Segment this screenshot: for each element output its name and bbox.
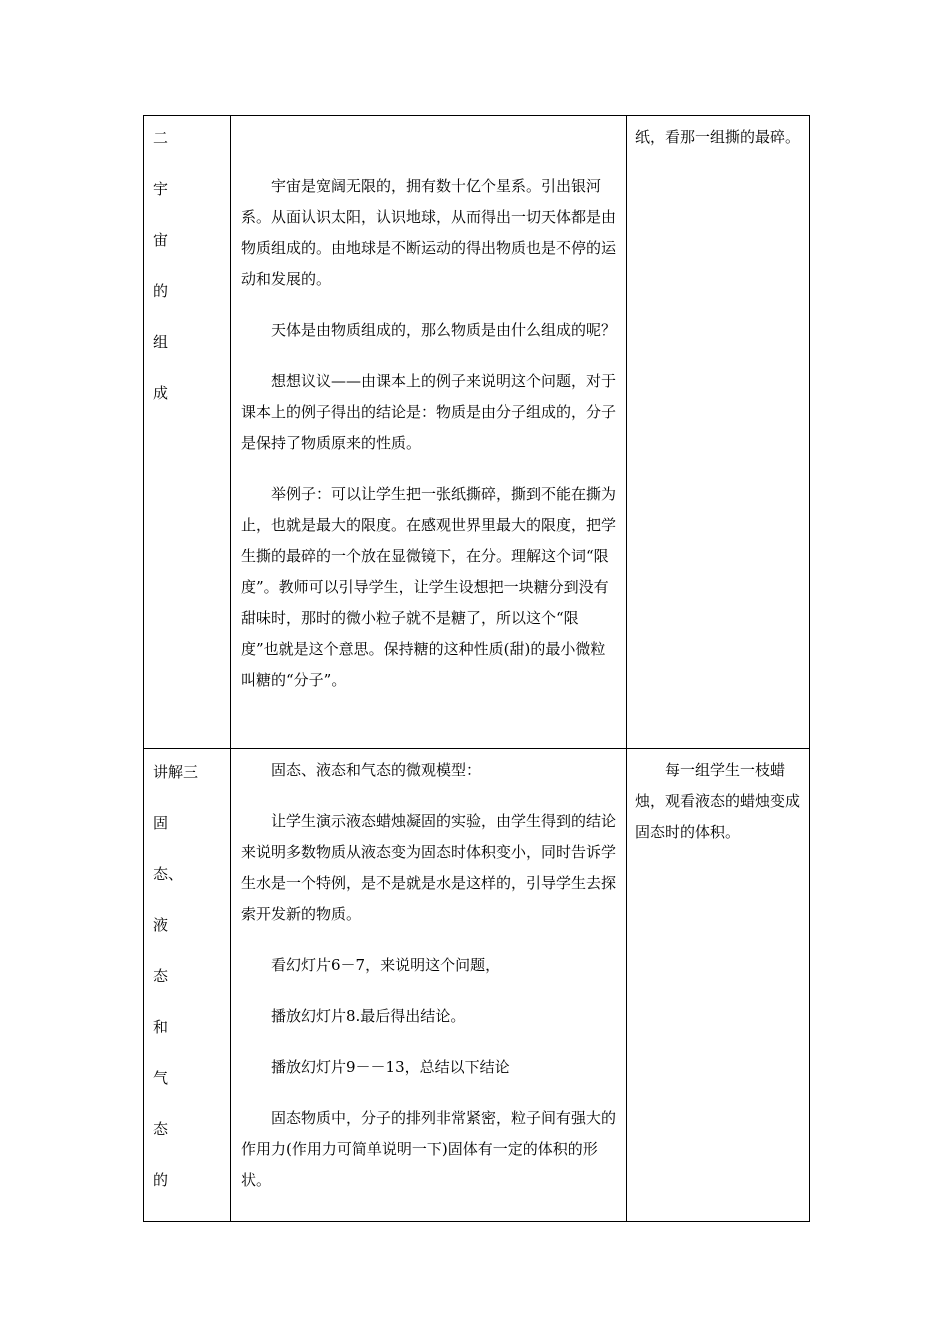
section-char: 态 xyxy=(153,1120,169,1138)
section-char: 气 xyxy=(153,1069,169,1087)
section-title-cell xyxy=(144,749,231,1222)
content-paragraph: 固态物质中，分子的排列非常紧密，粒子间有强大的作用力(作用力可简单说明一下)固体有一定的体积的形状。 xyxy=(241,1109,617,1189)
content-paragraph: 让学生演示液态蜡烛凝固的实验，由学生得到的结论来说明多数物质从液态变为固态时体积变小，同时告诉学生水是一个特例，是不是就是水是这样的，引导学生去探索开发新的物质。 xyxy=(241,812,617,923)
teaching-content-cell xyxy=(231,116,627,749)
table-row xyxy=(144,749,810,1222)
section-char: 态、 xyxy=(153,865,184,883)
section-char: 宇 xyxy=(153,180,169,198)
content-paragraph: 举例子：可以让学生把一张纸撕碎，撕到不能在撕为止，也就是最大的限度。在感观世界里最大的限度，把学生撕的最碎的一个放在显微镜下，在分。理解这个词“限度”。教师可以引导学生，让学生设想把一块糖分到没有甜味时，那时的微小粒子就不是糖了，所以这个“限度”也就是这个意思。保持糖的这种性质(甜)的最小微粒叫糖的“分子”。 xyxy=(241,485,617,689)
section-char: 成 xyxy=(153,384,169,402)
section-char: 二 xyxy=(153,129,169,147)
content-paragraph: 想想议议——由课本上的例子来说明这个问题，对于课本上的例子得出的结论是：物质是由分子组成的，分子是保持了物质原来的性质。 xyxy=(241,372,617,452)
teaching-content-cell xyxy=(231,749,627,1222)
activity-text: 纸，看那一组撕的最碎。 xyxy=(635,128,801,146)
content-paragraph: 天体是由物质组成的，那么物质是由什么组成的呢？ xyxy=(271,321,617,339)
section-char: 讲解三 xyxy=(153,763,199,781)
content-paragraph: 播放幻灯片9－－13，总结以下结论 xyxy=(271,1058,510,1076)
section-char: 固 xyxy=(153,814,169,832)
section-char: 组 xyxy=(153,333,169,351)
section-char: 态 xyxy=(153,967,169,985)
content-paragraph: 播放幻灯片8.最后得出结论。 xyxy=(271,1007,466,1025)
section-char: 的 xyxy=(153,282,169,300)
student-activity-cell xyxy=(627,116,810,749)
student-activity-cell xyxy=(627,749,810,1222)
activity-text: 每一组学生一枝蜡烛，观看液态的蜡烛变成固态时的体积。 xyxy=(635,761,801,841)
table-row xyxy=(144,116,810,749)
content-paragraph: 宇宙是宽阔无限的，拥有数十亿个星系。引出银河系。从面认识太阳，认识地球，从而得出一切天体都是由物质组成的。由地球是不断运动的得出物质也是不停的运动和发展的。 xyxy=(241,177,617,288)
section-char: 的 xyxy=(153,1171,169,1189)
content-paragraph: 看幻灯片6－7，来说明这个问题， xyxy=(271,956,501,974)
section-title-cell xyxy=(144,116,231,749)
section-char: 和 xyxy=(153,1018,169,1036)
lesson-plan-table xyxy=(143,115,810,1222)
section-char: 液 xyxy=(153,916,169,934)
content-paragraph: 固态、液态和气态的微观模型： xyxy=(271,761,482,779)
section-char: 宙 xyxy=(153,231,169,249)
